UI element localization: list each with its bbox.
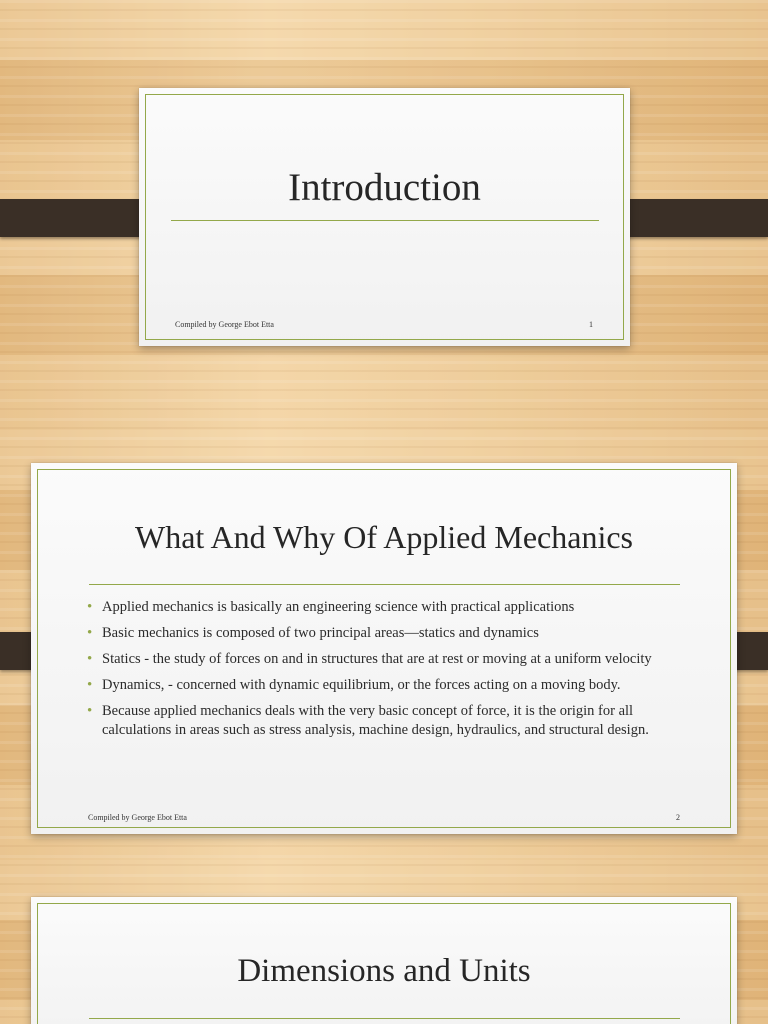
slide-1-page-number: 1 <box>589 320 593 329</box>
slide-2-title: What And Why Of Applied Mechanics <box>135 519 633 555</box>
list-item <box>87 598 687 617</box>
slide-2-title-rule <box>89 584 680 585</box>
slide-1[interactable] <box>139 88 630 346</box>
slide-1-frame <box>145 94 624 340</box>
slide-2[interactable] <box>31 463 737 834</box>
slide-3[interactable] <box>31 897 737 1024</box>
bullet-text: Statics - the study of forces on and in structures that are at rest or moving at a uniform velocity <box>102 651 652 667</box>
bullet-dot-icon: • <box>87 703 93 719</box>
list-item <box>87 650 687 669</box>
slide-2-page-number: 2 <box>676 813 680 822</box>
slide-1-left-bar <box>0 199 156 237</box>
slide-1-right-bar <box>612 199 768 237</box>
bullet-dot-icon: • <box>87 625 93 641</box>
bullet-text: Applied mechanics is basically an engineering science with practical applications <box>102 599 575 615</box>
list-item <box>87 676 687 695</box>
slide-2-footer: Compiled by George Ebot Etta <box>88 813 187 822</box>
bullet-dot-icon: • <box>87 677 93 693</box>
slide-3-title: Dimensions and Units <box>237 953 531 989</box>
bullet-text: Because applied mechanics deals with the very basic concept of force, it is the origin for all calculations in areas such as stress analysis, machine design, hydraulics, and structural design. <box>102 703 649 738</box>
bullet-text: Basic mechanics is composed of two principal areas—statics and dynamics <box>102 625 539 641</box>
list-item <box>87 702 687 740</box>
bullet-dot-icon: • <box>87 599 93 615</box>
slide-2-bullet-list <box>87 598 687 747</box>
list-item <box>87 624 687 643</box>
slide-1-footer: Compiled by George Ebot Etta <box>175 320 274 329</box>
slide-1-title-rule <box>171 220 599 221</box>
bullet-text: Dynamics, - concerned with dynamic equilibrium, or the forces acting on a moving body. <box>102 677 621 693</box>
slide-3-title-rule <box>89 1018 680 1019</box>
bullet-dot-icon: • <box>87 651 93 667</box>
slide-1-title: Introduction <box>288 166 481 209</box>
